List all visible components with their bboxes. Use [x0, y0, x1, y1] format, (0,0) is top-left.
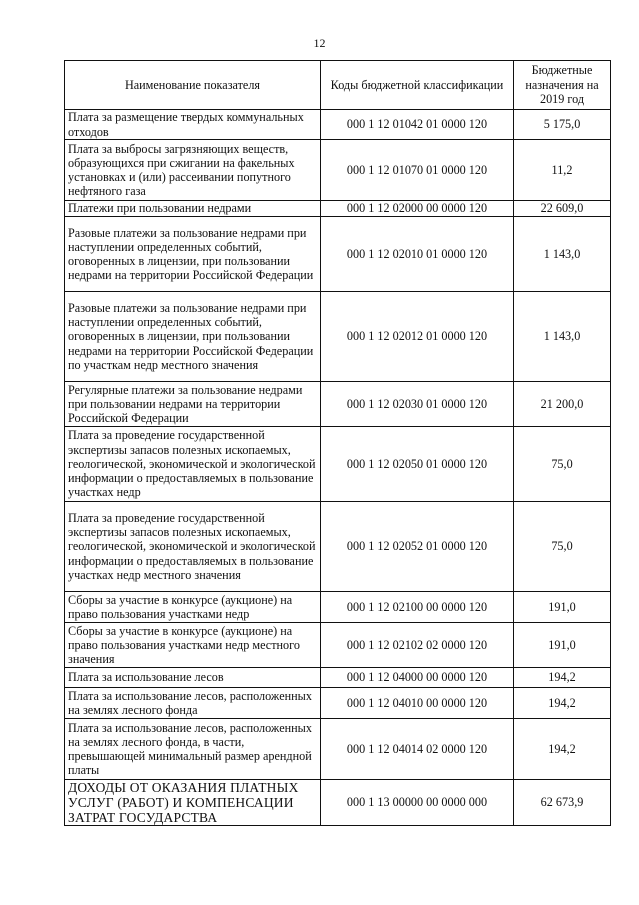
row-code-cell: 000 1 12 02102 02 0000 120 [321, 623, 514, 668]
row-amount-cell: 21 200,0 [514, 382, 611, 427]
row-amount-cell: 75,0 [514, 427, 611, 502]
row-name-cell: Плата за проведение государственной экспертизы запасов полезных ископаемых, геологической, экономической и экологической информации о предоставляемых в пользование участках недр местного значения [65, 502, 321, 592]
table-row [65, 217, 611, 292]
row-amount-cell: 191,0 [514, 623, 611, 668]
row-amount-cell: 5 175,0 [514, 110, 611, 140]
row-code-cell: 000 1 12 02050 01 0000 120 [321, 427, 514, 502]
row-code-cell: 000 1 12 01070 01 0000 120 [321, 140, 514, 201]
row-code-cell: 000 1 12 02030 01 0000 120 [321, 382, 514, 427]
table-row [65, 780, 611, 826]
table-header-row [65, 61, 611, 110]
header-amount: Бюджетные назначения на 2019 год [514, 61, 611, 110]
page-number: 12 [313, 36, 326, 50]
row-code-cell: 000 1 12 02100 00 0000 120 [321, 592, 514, 623]
row-name-cell: Плата за использование лесов, расположенных на землях лесного фонда [65, 688, 321, 719]
row-name-cell: Сборы за участие в конкурсе (аукционе) на право пользования участками недр [65, 592, 321, 623]
row-name-cell: Сборы за участие в конкурсе (аукционе) на право пользования участками недр местного значения [65, 623, 321, 668]
table-row [65, 592, 611, 623]
row-name-cell: Плата за проведение государственной экспертизы запасов полезных ископаемых, геологической, экономической и экологической информации о предоставляемых в пользование участках недр [65, 427, 321, 502]
row-code-cell: 000 1 12 02012 01 0000 120 [321, 292, 514, 382]
table-row [65, 110, 611, 140]
row-code-cell: 000 1 12 02000 00 0000 120 [321, 201, 514, 217]
row-amount-cell: 194,2 [514, 719, 611, 780]
row-amount-cell: 22 609,0 [514, 201, 611, 217]
row-code-cell: 000 1 12 04010 00 0000 120 [321, 688, 514, 719]
row-name-cell: Регулярные платежи за пользование недрами при пользовании недрами на территории Российской Федерации [65, 382, 321, 427]
row-amount-cell: 194,2 [514, 688, 611, 719]
table-body [65, 110, 611, 826]
header-code: Коды бюджетной классификации [321, 61, 514, 110]
row-name-cell: Плата за использование лесов [65, 668, 321, 688]
row-code-cell: 000 1 12 04014 02 0000 120 [321, 719, 514, 780]
row-amount-cell: 1 143,0 [514, 217, 611, 292]
row-name-cell: ДОХОДЫ ОТ ОКАЗАНИЯ ПЛАТНЫХ УСЛУГ (РАБОТ) И КОМПЕНСАЦИИ ЗАТРАТ ГОСУДАРСТВА [65, 780, 321, 826]
row-amount-cell: 1 143,0 [514, 292, 611, 382]
row-name-cell: Разовые платежи за пользование недрами при наступлении определенных событий, оговоренных в лицензии, при пользовании недрами на территории Российской Федерации [65, 217, 321, 292]
row-name-cell: Плата за использование лесов, расположенных на землях лесного фонда, в части, превышающей минимальный размер арендной платы [65, 719, 321, 780]
table-row [65, 382, 611, 427]
table-row [65, 719, 611, 780]
row-amount-cell: 62 673,9 [514, 780, 611, 826]
budget-table [64, 60, 611, 826]
row-code-cell: 000 1 12 04000 00 0000 120 [321, 668, 514, 688]
row-code-cell: 000 1 12 01042 01 0000 120 [321, 110, 514, 140]
table-row [65, 623, 611, 668]
table-row [65, 292, 611, 382]
table-row [65, 502, 611, 592]
table-row [65, 140, 611, 201]
table-row [65, 668, 611, 688]
header-name: Наименование показателя [65, 61, 321, 110]
table-row [65, 427, 611, 502]
row-name-cell: Платежи при пользовании недрами [65, 201, 321, 217]
row-name-cell: Разовые платежи за пользование недрами при наступлении определенных событий, оговоренных в лицензии, при пользовании недрами на территории Российской Федерации по участкам недр местного значения [65, 292, 321, 382]
row-amount-cell: 194,2 [514, 668, 611, 688]
table-row [65, 688, 611, 719]
row-code-cell: 000 1 12 02052 01 0000 120 [321, 502, 514, 592]
row-name-cell: Плата за размещение твердых коммунальных отходов [65, 110, 321, 140]
row-amount-cell: 191,0 [514, 592, 611, 623]
row-code-cell: 000 1 13 00000 00 0000 000 [321, 780, 514, 826]
table-row [65, 201, 611, 217]
row-amount-cell: 11,2 [514, 140, 611, 201]
row-code-cell: 000 1 12 02010 01 0000 120 [321, 217, 514, 292]
row-name-cell: Плата за выбросы загрязняющих веществ, образующихся при сжигании на факельных установках и (или) рассеивании попутного нефтяного газа [65, 140, 321, 201]
row-amount-cell: 75,0 [514, 502, 611, 592]
